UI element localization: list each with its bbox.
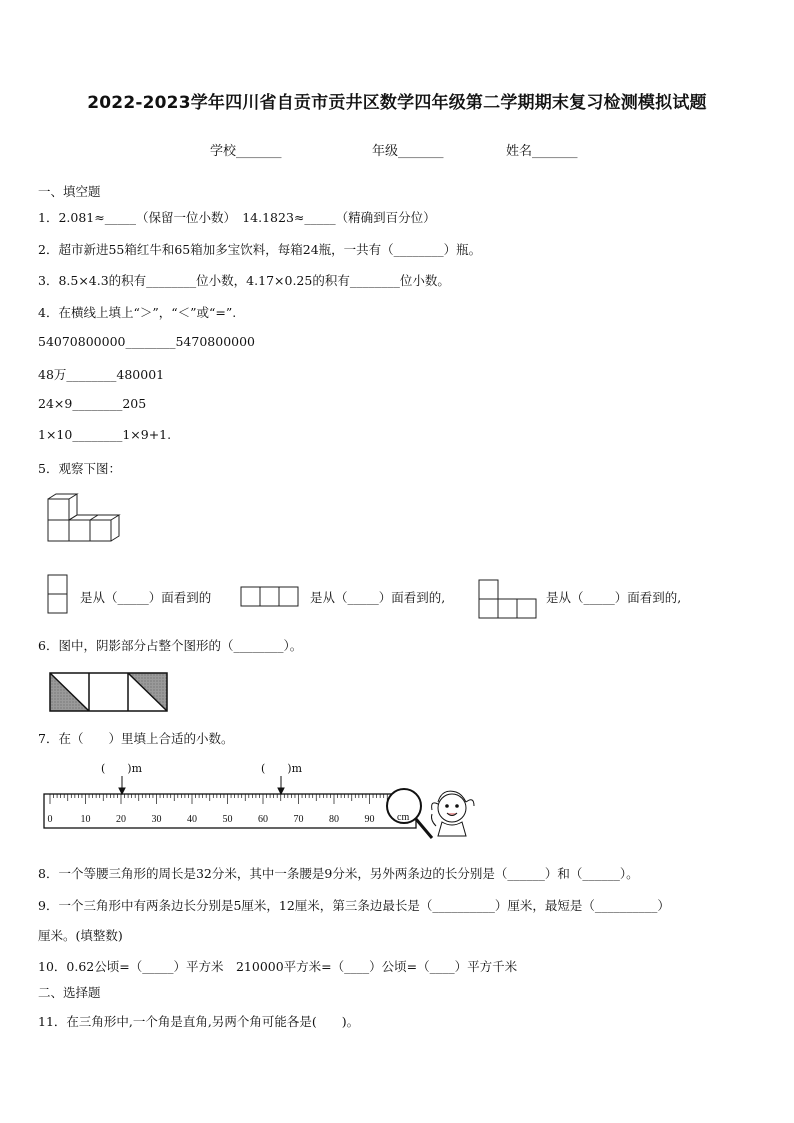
ruler-number: 10 [80, 814, 91, 825]
question-9-cont: 厘米。(填整数) [38, 928, 123, 943]
question-1: 1．2.081≈_____（保留一位小数） 14.1823≈_____（精确到百分位） [38, 210, 436, 225]
question-11: 11．在三角形中,一个角是直角,另两个角可能各是( )。 [38, 1014, 360, 1029]
girl-cartoon-icon [432, 791, 475, 836]
ruler-number: 90 [364, 814, 375, 825]
question-4d: 1×10________1×9+1. [38, 427, 172, 442]
ruler-number: 50 [222, 814, 233, 825]
ruler-number: 70 [293, 814, 304, 825]
section-choice: 二、选择题 [38, 985, 101, 1000]
ruler-number: 60 [258, 814, 268, 825]
question-5: 5．观察下图： [38, 461, 121, 476]
question-4a: 54070800000________5470800000 [38, 334, 256, 349]
question-6: 6．图中，阴影部分占整个图形的（________）。 [38, 638, 303, 653]
view-1-text: 是从（_____）面看到的 [80, 590, 212, 605]
view-figure-3 [478, 579, 538, 621]
question-4c: 24×9________205 [38, 396, 147, 411]
ruler-blank-1[interactable]: ( )m [101, 762, 143, 775]
ruler-number: 30 [151, 814, 162, 825]
cube-figure [44, 494, 124, 546]
section-fill-in: 一、填空题 [38, 184, 101, 199]
ruler-number: 20 [116, 814, 126, 825]
question-8: 8．一个等腰三角形的周长是32分米，其中一条腰是9分米，另外两条边的长分别是（______）和（______）。 [38, 866, 639, 881]
grade-field[interactable]: 年级_______ [372, 144, 444, 159]
name-field[interactable]: 姓名_______ [506, 144, 578, 159]
question-7: 7．在（ ）里填上合适的小数。 [38, 731, 234, 746]
view-3-text: 是从（_____）面看到的, [546, 590, 682, 605]
view-figure-1 [47, 574, 69, 614]
view-2-text: 是从（_____）面看到的, [310, 590, 446, 605]
ruler-arrows [119, 776, 284, 794]
ruler-blank-2[interactable]: ( )m [261, 762, 303, 775]
page-title: 2022-2023学年四川省自贡市贡井区数学四年级第二学期期末复习检测模拟试题 [87, 93, 707, 113]
ruler-number: 80 [329, 814, 339, 825]
shaded-figure [48, 671, 170, 713]
question-4: 4．在横线上填上“＞”，“＜”或“=”. [38, 305, 237, 320]
ruler-unit-label: cm [397, 812, 410, 823]
question-4b: 48万________480001 [38, 367, 165, 382]
ruler-number: 0 [47, 814, 53, 825]
question-3: 3．8.5×4.3的积有________位小数，4.17×0.25的积有________位小数。 [38, 273, 450, 288]
question-10: 10．0.62公顷=（_____）平方米 210000平方米=（____）公顷=（____）平方千米 [38, 959, 518, 974]
view-figure-2 [240, 586, 300, 608]
school-field[interactable]: 学校_______ [210, 144, 282, 159]
ruler-number: 40 [187, 814, 197, 825]
ruler [40, 772, 480, 852]
question-2: 2．超市新进55箱红牛和65箱加多宝饮料，每箱24瓶，一共有（________）瓶。 [38, 242, 482, 257]
question-9: 9．一个三角形中有两条边长分别是5厘米，12厘米，第三条边最长是（__________）厘米，最短是（__________） [38, 898, 670, 913]
